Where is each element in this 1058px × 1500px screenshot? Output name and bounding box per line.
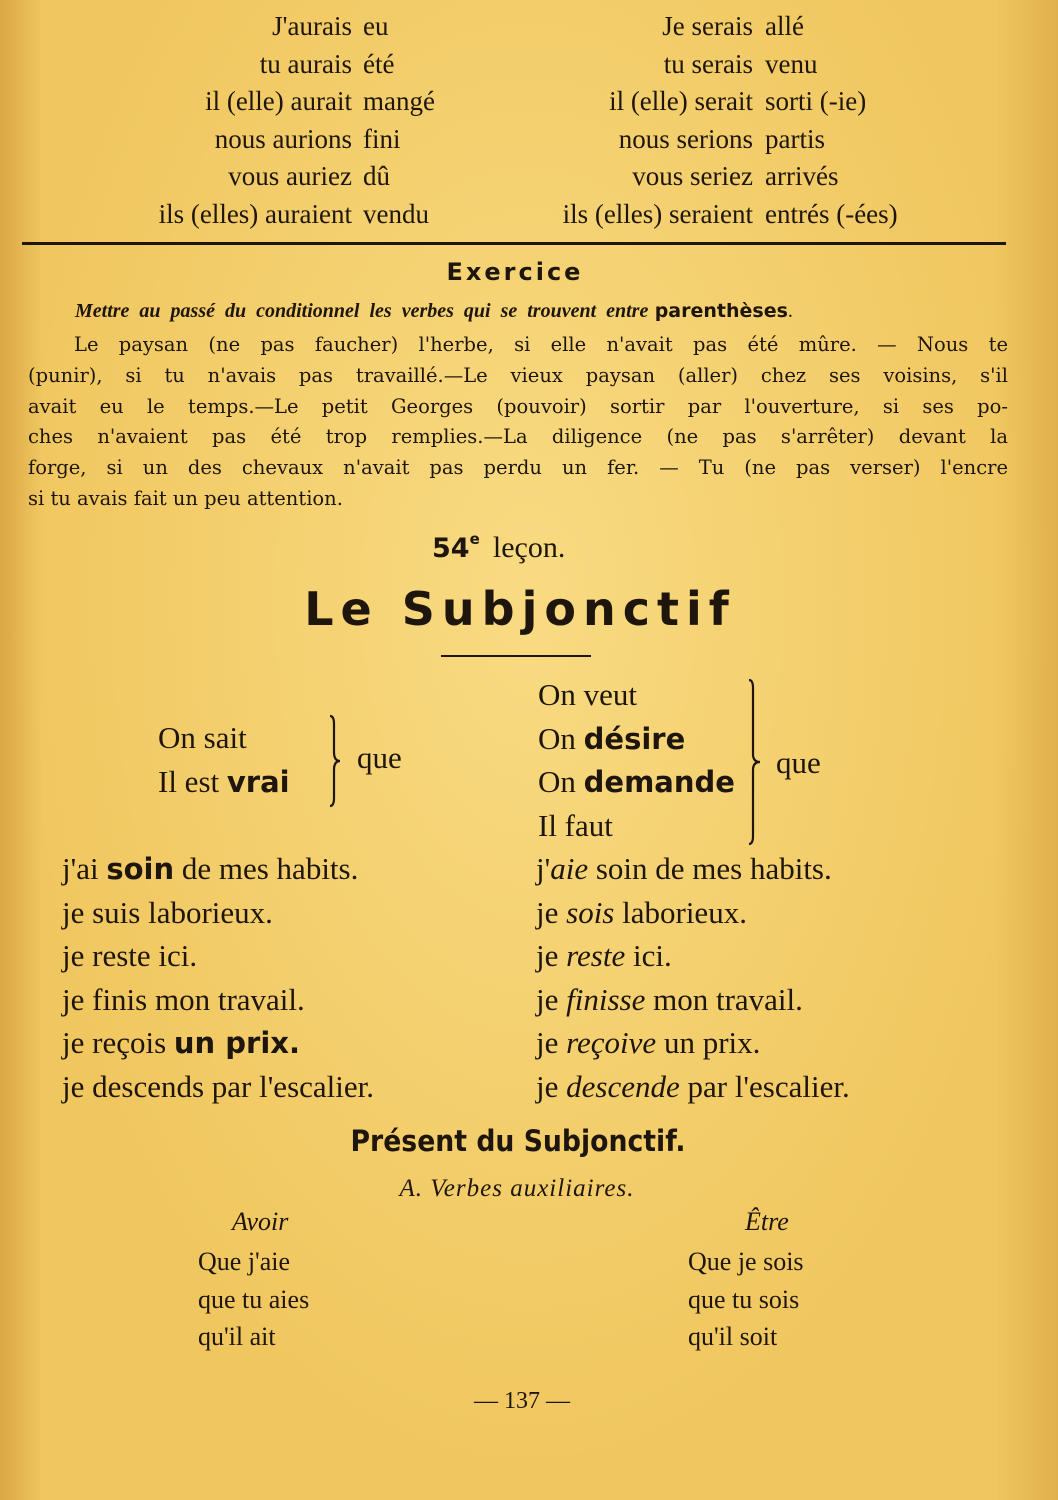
- participle-line: mangé: [363, 86, 435, 117]
- indicative-sentences: [62, 847, 374, 1108]
- pronoun-line: tu serais: [663, 48, 753, 79]
- subjunctive-line: [536, 934, 850, 978]
- intro-bold: vrai: [226, 764, 290, 799]
- seg-post: par l'escalier.: [679, 1068, 850, 1104]
- etre-form: Que je sois: [688, 1247, 804, 1276]
- avoir-form: que tu aies: [198, 1284, 310, 1314]
- intro-plain: On: [538, 764, 584, 799]
- pronoun-line: nous aurions: [214, 123, 352, 154]
- title-underline: [441, 655, 591, 657]
- seg-bold: un prix.: [173, 1026, 301, 1060]
- seg-a: je finis mon travail.: [62, 981, 305, 1017]
- seg-pre: je: [536, 1068, 567, 1104]
- seg-a: je reste ici.: [62, 938, 198, 973]
- indicative-que: que: [357, 740, 402, 775]
- seg-verb: aie: [550, 851, 589, 886]
- intro-plain: On sait: [158, 720, 247, 755]
- indicative-brace: [322, 714, 344, 808]
- subjunctive-line: [536, 847, 850, 891]
- instruction-bold-word: parenthèses: [654, 300, 788, 322]
- participle-line: partis: [765, 123, 825, 154]
- exercise-line: ches n'avaient pas été trop remplies.—La diligence (ne pas s'arrêter) devant la: [28, 425, 1008, 448]
- seg-verb: sois: [566, 894, 615, 930]
- seg-post: ici.: [625, 938, 672, 973]
- exercise-instruction: [75, 298, 793, 323]
- section-divider: [22, 242, 1006, 245]
- subjunctive-sentences: [536, 847, 850, 1108]
- avoir-form: Que j'aie: [198, 1247, 291, 1276]
- intro-plain: On veut: [538, 677, 638, 712]
- subjunctive-que: que: [776, 745, 821, 780]
- exercise-line: forge, si un des chevaux n'avait pas perdu un fer. — Tu (ne pas verser) l'encre: [28, 456, 1008, 479]
- avoir-forms: [198, 1243, 309, 1356]
- exercise-line: avait eu le temps.—Le petit Georges (pouvoir) sortir par l'ouverture, si ses po-: [28, 395, 1008, 418]
- etre-label: Être: [745, 1207, 789, 1236]
- etre-forms: [688, 1243, 804, 1356]
- indicative-line: [62, 891, 374, 935]
- subjunctive-line: [536, 1065, 850, 1109]
- subjunctive-intro: [538, 673, 735, 847]
- indicative-line: [62, 847, 374, 891]
- exercise-line: (punir), si tu n'avais pas travaillé.—Le vieux paysan (aller) chez ses voisins, s'il: [28, 364, 1008, 387]
- pronoun-line: nous serions: [618, 123, 753, 154]
- subjunctive-line: [536, 978, 850, 1022]
- conditional-etre-pronouns: [505, 8, 753, 234]
- seg-pre: je: [536, 938, 567, 973]
- pronoun-line: il (elle) aurait: [205, 86, 352, 117]
- indicative-line: [62, 978, 374, 1022]
- seg-post: un prix.: [656, 1025, 761, 1060]
- intro-plain: Il est: [158, 763, 227, 799]
- page-number: — 137 —: [474, 1388, 570, 1414]
- participle-line: vendu: [363, 198, 429, 229]
- instruction-end: .: [787, 300, 793, 322]
- intro-bold: demande: [583, 765, 735, 799]
- indicative-intro: [158, 716, 290, 803]
- avoir-form: qu'il ait: [198, 1322, 276, 1351]
- seg-a: je descends par l'escalier.: [62, 1068, 374, 1104]
- intro-plain: Il faut: [538, 807, 613, 843]
- seg-verb: descende: [566, 1068, 680, 1104]
- pronoun-line: tu aurais: [259, 48, 352, 79]
- pronoun-line: ils (elles) seraient: [562, 198, 753, 229]
- indicative-line: [62, 1065, 374, 1109]
- subjunctive-line: [536, 1021, 850, 1065]
- intro-line: [158, 716, 290, 760]
- pronoun-line: vous seriez: [632, 161, 753, 192]
- intro-bold: désire: [583, 721, 686, 756]
- participle-line: fini: [363, 123, 401, 154]
- pronoun-line: Je serais: [662, 11, 753, 41]
- participle-line: été: [363, 48, 395, 79]
- present-title: Présent du Subjonctif.: [350, 1124, 686, 1158]
- subjunctive-line: [536, 891, 850, 935]
- exercise-line: si tu avais fait un peu attention.: [28, 487, 343, 510]
- participle-line: sorti (-ie): [765, 86, 867, 117]
- pronoun-line: il (elle) serait: [609, 86, 753, 117]
- lesson-word: leçon.: [492, 531, 566, 564]
- lesson-number: [432, 530, 565, 565]
- seg-pre: je: [536, 1025, 567, 1060]
- lesson-number-value: 54: [432, 533, 470, 564]
- lesson-title: Le Subjonctif: [304, 582, 736, 636]
- intro-line: [538, 673, 735, 717]
- seg-a: je suis laborieux.: [62, 894, 273, 930]
- seg-post: soin de mes habits.: [588, 851, 832, 886]
- seg-bold: soin: [106, 852, 175, 886]
- etre-form: que tu sois: [688, 1284, 800, 1314]
- seg-verb: finisse: [566, 981, 646, 1017]
- exercise-title: Exercice: [446, 258, 584, 286]
- participle-line: eu: [363, 11, 389, 41]
- participle-line: entrés (-ées): [765, 198, 898, 229]
- lesson-number-suffix: e: [469, 530, 480, 548]
- intro-line: [158, 760, 290, 804]
- indicative-line: [62, 934, 374, 978]
- pronoun-line: ils (elles) auraient: [158, 198, 352, 229]
- seg-a: je reçois: [62, 1025, 174, 1060]
- intro-line: [538, 760, 735, 804]
- intro-plain: On: [538, 720, 584, 756]
- conditional-avoir-participles: [363, 8, 435, 234]
- indicative-line: [62, 1021, 374, 1065]
- conditional-avoir-pronouns: [100, 8, 352, 234]
- seg-pre: j': [536, 851, 551, 886]
- seg-verb: reste: [566, 938, 626, 973]
- exercise-line: Le paysan (ne pas faucher) l'herbe, si elle n'avait pas été mûre. — Nous te: [74, 333, 1008, 356]
- conditional-etre-participles: [765, 8, 898, 234]
- seg-c: de mes habits.: [174, 851, 359, 886]
- subjunctive-brace: [743, 678, 765, 846]
- seg-post: laborieux.: [614, 894, 747, 930]
- seg-a: j'ai: [62, 851, 107, 886]
- participle-line: allé: [765, 11, 804, 41]
- pronoun-line: J'aurais: [272, 11, 352, 41]
- seg-verb: reçoive: [566, 1025, 657, 1060]
- participle-line: arrivés: [765, 161, 839, 192]
- seg-pre: je: [536, 981, 567, 1017]
- seg-post: mon travail.: [645, 981, 803, 1017]
- intro-line: [538, 804, 735, 848]
- instruction-text: Mettre au passé du conditionnel les verbes qui se trouvent entre: [75, 300, 649, 322]
- intro-line: [538, 717, 735, 761]
- seg-pre: je: [536, 894, 567, 930]
- etre-form: qu'il soit: [688, 1322, 778, 1351]
- participle-line: venu: [765, 48, 818, 79]
- participle-line: dû: [363, 161, 390, 192]
- avoir-label: Avoir: [232, 1207, 289, 1236]
- present-subtitle: A. Verbes auxiliaires.: [399, 1175, 635, 1202]
- pronoun-line: vous auriez: [228, 161, 352, 192]
